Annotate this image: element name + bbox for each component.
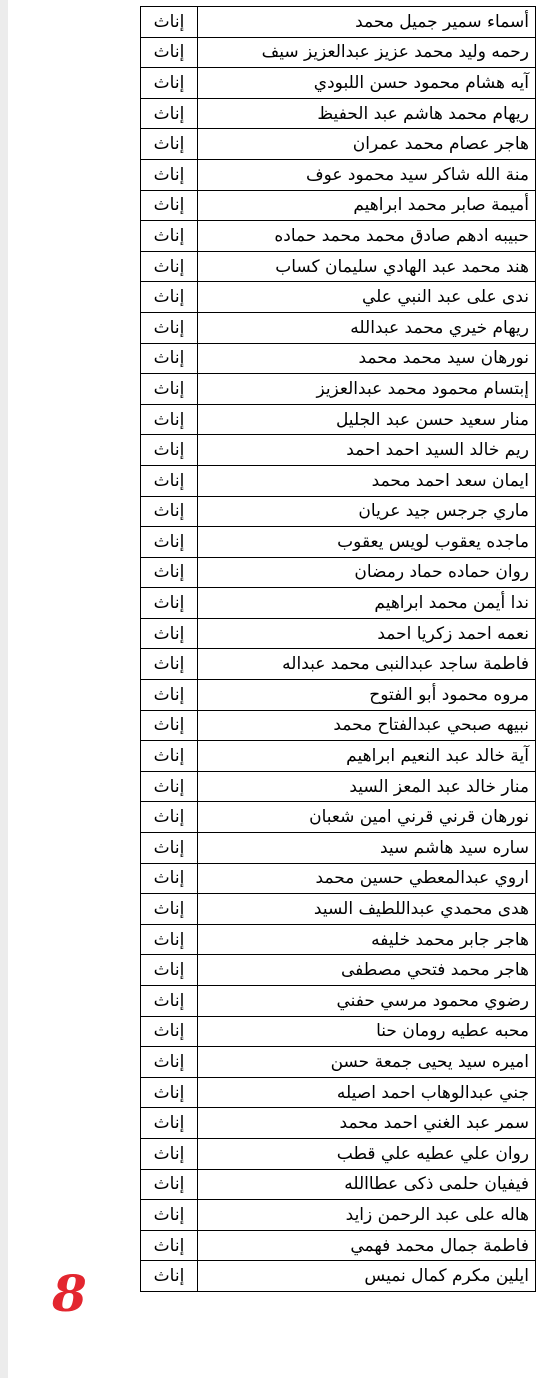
name-cell: نعمه احمد زكريا احمد (198, 618, 536, 649)
table-row (141, 159, 536, 190)
gender-cell: إناث (141, 129, 198, 160)
gender-cell: إناث (141, 863, 198, 894)
table-row (141, 98, 536, 129)
gender-cell: إناث (141, 68, 198, 99)
name-cell: أسماء سمير جميل محمد (198, 7, 536, 38)
table-row (141, 129, 536, 160)
name-cell: روان حماده حماد رمضان (198, 557, 536, 588)
table-row (141, 7, 536, 38)
gender-cell: إناث (141, 37, 198, 68)
gender-cell: إناث (141, 251, 198, 282)
name-cell: ايلين مكرم كمال نميس (198, 1261, 536, 1292)
table-row (141, 680, 536, 711)
name-cell: رضوي محمود مرسي حفني (198, 986, 536, 1017)
name-cell: محبه عطيه رومان حنا (198, 1016, 536, 1047)
name-cell: فاطمة جمال محمد فهمي (198, 1230, 536, 1261)
table-row (141, 618, 536, 649)
table-row (141, 1169, 536, 1200)
gender-cell: إناث (141, 1200, 198, 1231)
table-row (141, 1047, 536, 1078)
table-row (141, 649, 536, 680)
gender-cell: إناث (141, 159, 198, 190)
gender-cell: إناث (141, 374, 198, 405)
name-cell: منة الله شاكر سيد محمود عوف (198, 159, 536, 190)
name-cell: رحمه وليد محمد عزيز عبدالعزيز سيف (198, 37, 536, 68)
table-row (141, 894, 536, 925)
table-row (141, 1077, 536, 1108)
gender-cell: إناث (141, 833, 198, 864)
table-row (141, 1200, 536, 1231)
table-row (141, 1138, 536, 1169)
gender-cell: إناث (141, 924, 198, 955)
gender-cell: إناث (141, 802, 198, 833)
table-row (141, 986, 536, 1017)
gender-cell: إناث (141, 771, 198, 802)
table-row (141, 282, 536, 313)
gender-cell: إناث (141, 618, 198, 649)
table-row (141, 771, 536, 802)
table-row (141, 404, 536, 435)
table-row (141, 955, 536, 986)
gender-cell: إناث (141, 221, 198, 252)
names-table-body (141, 7, 536, 1292)
gender-cell: إناث (141, 7, 198, 38)
gender-cell: إناث (141, 1077, 198, 1108)
gender-cell: إناث (141, 496, 198, 527)
name-cell: ريهام محمد هاشم عبد الحفيظ (198, 98, 536, 129)
gender-cell: إناث (141, 343, 198, 374)
name-cell: منار خالد عبد المعز السيد (198, 771, 536, 802)
name-cell: ايمان سعد احمد محمد (198, 465, 536, 496)
table-row (141, 1108, 536, 1139)
name-cell: ندى على عبد النبي علي (198, 282, 536, 313)
gender-cell: إناث (141, 1261, 198, 1292)
name-cell: هند محمد عبد الهادي سليمان كساب (198, 251, 536, 282)
gender-cell: إناث (141, 312, 198, 343)
gender-cell: إناث (141, 710, 198, 741)
table-row (141, 37, 536, 68)
table-row (141, 496, 536, 527)
name-cell: هاجر محمد فتحي مصطفى (198, 955, 536, 986)
name-cell: فاطمة ساجد عبدالنبى محمد عبداله (198, 649, 536, 680)
name-cell: ريم خالد السيد احمد احمد (198, 435, 536, 466)
gender-cell: إناث (141, 1047, 198, 1078)
table-row (141, 251, 536, 282)
name-cell: مروه محمود أبو الفتوح (198, 680, 536, 711)
name-cell: آية خالد عبد النعيم ابراهيم (198, 741, 536, 772)
table-row (141, 374, 536, 405)
name-cell: جني عبدالوهاب احمد اصيله (198, 1077, 536, 1108)
name-cell: منار سعيد حسن عبد الجليل (198, 404, 536, 435)
table-row (141, 190, 536, 221)
gender-cell: إناث (141, 435, 198, 466)
table-row (141, 833, 536, 864)
table-row (141, 710, 536, 741)
table-row (141, 557, 536, 588)
name-cell: اروي عبدالمعطي حسين محمد (198, 863, 536, 894)
name-cell: اميره سيد يحيى جمعة حسن (198, 1047, 536, 1078)
name-cell: نبيهه صبحي عبدالفتاح محمد (198, 710, 536, 741)
gender-cell: إناث (141, 955, 198, 986)
name-cell: حبيبه ادهم صادق محمد محمد حماده (198, 221, 536, 252)
gender-cell: إناث (141, 649, 198, 680)
names-table (140, 6, 536, 1292)
gender-cell: إناث (141, 557, 198, 588)
name-cell: فيفيان حلمى ذكى عطاالله (198, 1169, 536, 1200)
name-cell: ريهام خيري محمد عبدالله (198, 312, 536, 343)
name-cell: ماجده يعقوب لويس يعقوب (198, 527, 536, 558)
page-edge (0, 0, 8, 1378)
name-cell: آيه هشام محمود حسن اللبودي (198, 68, 536, 99)
gender-cell: إناث (141, 282, 198, 313)
gender-cell: إناث (141, 190, 198, 221)
table-row (141, 1016, 536, 1047)
gender-cell: إناث (141, 741, 198, 772)
gender-cell: إناث (141, 404, 198, 435)
gender-cell: إناث (141, 894, 198, 925)
table-row (141, 312, 536, 343)
gender-cell: إناث (141, 680, 198, 711)
name-cell: هدى محمدي عبداللطيف السيد (198, 894, 536, 925)
page-number: 8 (52, 1264, 87, 1323)
gender-cell: إناث (141, 1230, 198, 1261)
name-cell: ساره سيد هاشم سيد (198, 833, 536, 864)
table-row (141, 588, 536, 619)
gender-cell: إناث (141, 1108, 198, 1139)
table-row (141, 435, 536, 466)
table-row (141, 924, 536, 955)
table-row (141, 465, 536, 496)
name-cell: ندا أيمن محمد ابراهيم (198, 588, 536, 619)
table-row (141, 68, 536, 99)
name-cell: روان علي عطيه علي قطب (198, 1138, 536, 1169)
table-row (141, 1261, 536, 1292)
name-cell: هاله على عبد الرحمن زايد (198, 1200, 536, 1231)
name-cell: ماري جرجس جيد عريان (198, 496, 536, 527)
name-cell: هاجر جابر محمد خليفه (198, 924, 536, 955)
gender-cell: إناث (141, 527, 198, 558)
name-cell: سمر عبد الغني احمد محمد (198, 1108, 536, 1139)
table-row (141, 863, 536, 894)
table-row (141, 527, 536, 558)
names-table-container (140, 6, 536, 1292)
gender-cell: إناث (141, 1016, 198, 1047)
table-row (141, 741, 536, 772)
table-row (141, 802, 536, 833)
gender-cell: إناث (141, 98, 198, 129)
gender-cell: إناث (141, 1138, 198, 1169)
table-row (141, 343, 536, 374)
gender-cell: إناث (141, 465, 198, 496)
name-cell: نورهان سيد محمد محمد (198, 343, 536, 374)
gender-cell: إناث (141, 1169, 198, 1200)
gender-cell: إناث (141, 588, 198, 619)
name-cell: هاجر عصام محمد عمران (198, 129, 536, 160)
name-cell: أميمة صابر محمد ابراهيم (198, 190, 536, 221)
name-cell: إبتسام محمود محمد عبدالعزيز (198, 374, 536, 405)
name-cell: نورهان قرني قرني امين شعبان (198, 802, 536, 833)
table-row (141, 221, 536, 252)
gender-cell: إناث (141, 986, 198, 1017)
table-row (141, 1230, 536, 1261)
